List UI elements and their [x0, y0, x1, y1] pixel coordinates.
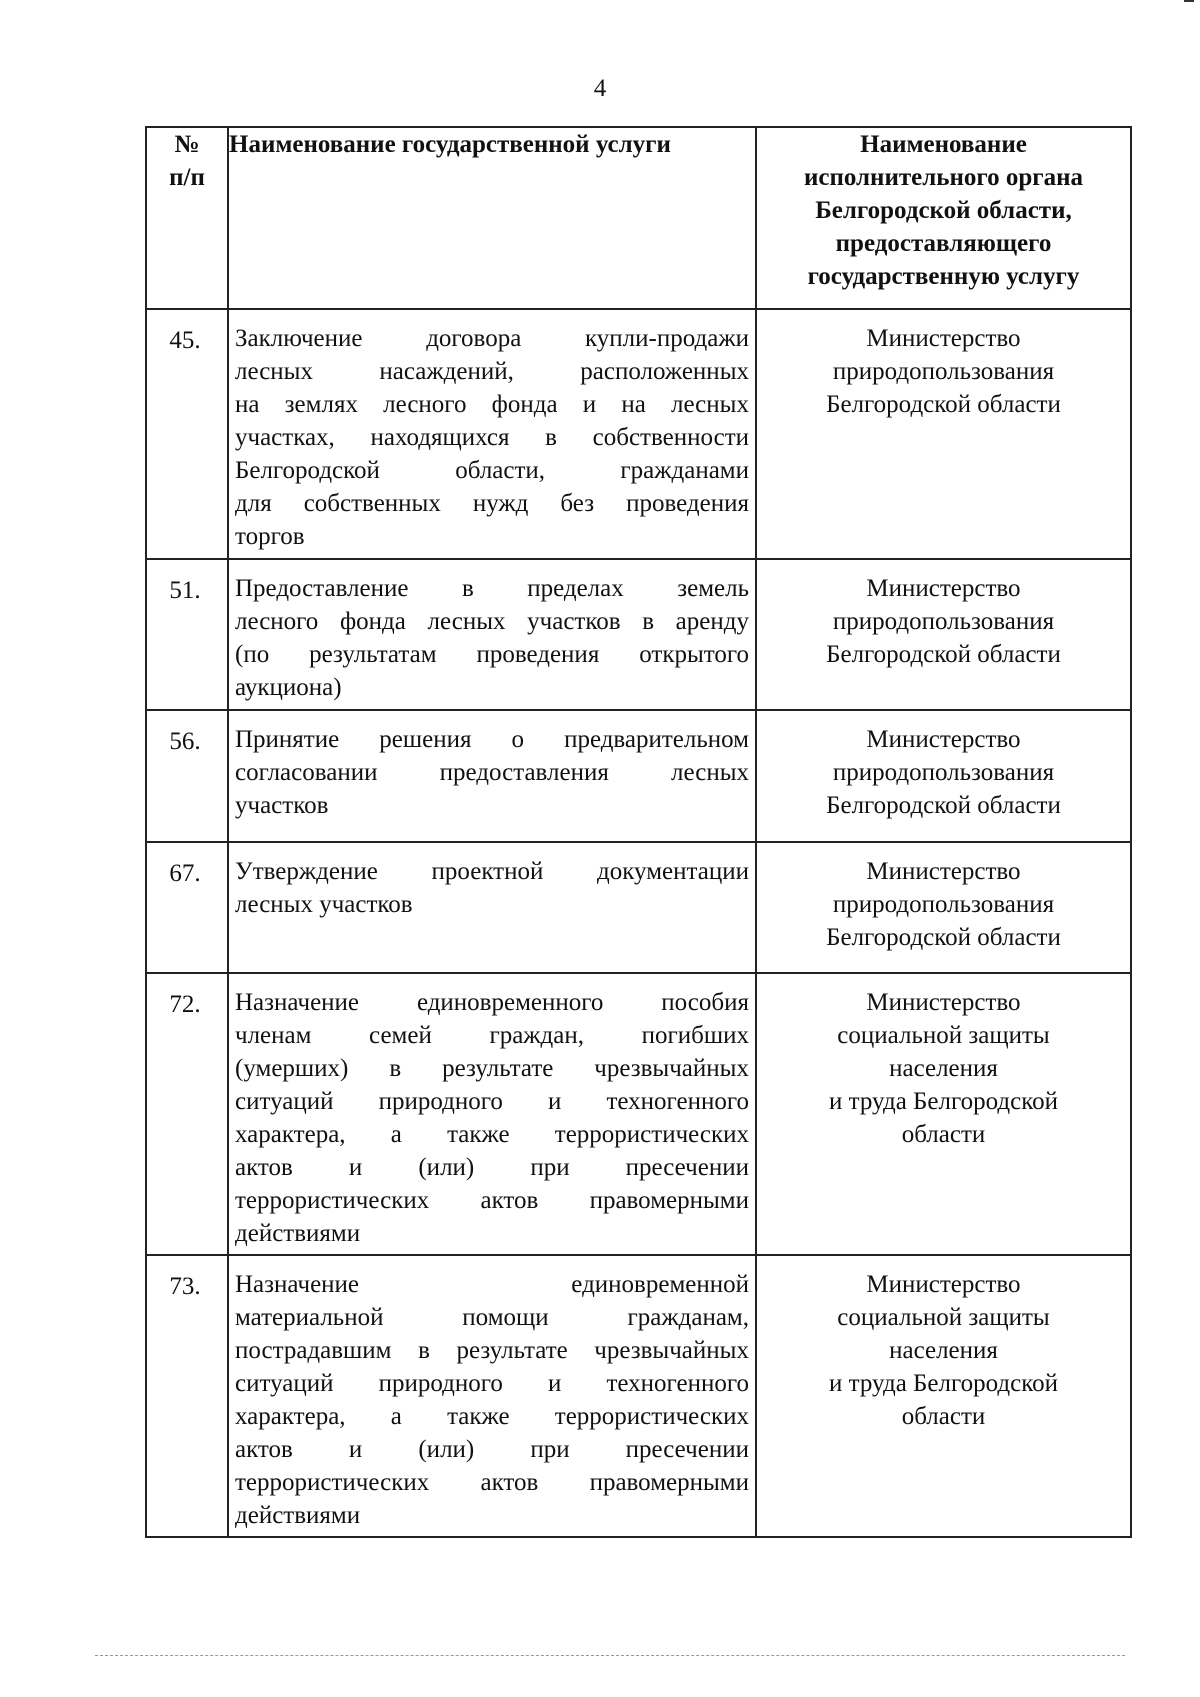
service-name-line [235, 1151, 749, 1184]
word: проведения [476, 641, 600, 668]
organization-line: Министерство [866, 726, 1021, 753]
organization-line: Министерство [866, 575, 1021, 602]
word: согласовании [235, 759, 378, 786]
organization-line: Белгородской области [826, 924, 1061, 951]
service-name-line [235, 1367, 749, 1400]
organization-line: Министерство [866, 325, 1021, 352]
organization-line: Белгородской области [826, 792, 1061, 819]
service-name-line [235, 1433, 749, 1466]
word: погибших [641, 1022, 749, 1049]
organization-name [756, 559, 1131, 710]
header-number-line: № [174, 131, 200, 158]
word: землях [284, 391, 358, 418]
word: Белгородской [235, 457, 380, 484]
word: открытого [639, 641, 749, 668]
word: актов [480, 1469, 539, 1496]
word: проведения [626, 490, 749, 517]
word: собственности [592, 424, 749, 451]
organization-name [756, 1255, 1131, 1537]
service-name-line [235, 986, 749, 1019]
row-number: 67. [146, 842, 228, 973]
word: проектной [431, 858, 544, 885]
word: фонда [491, 391, 558, 418]
organization-name [756, 842, 1131, 973]
word: актов [480, 1187, 539, 1214]
header-org-line: исполнительного органа [803, 164, 1084, 191]
word: документации [597, 858, 749, 885]
organization-name [756, 710, 1131, 842]
word: и [348, 1154, 363, 1181]
word: насаждений, [379, 358, 514, 385]
word: ситуаций [235, 1370, 334, 1397]
word: Заключение [235, 325, 363, 352]
organization-line: социальной защиты [837, 1304, 1050, 1331]
word: результате [442, 1055, 554, 1082]
service-name-line [235, 355, 749, 388]
table-row [146, 1255, 1131, 1537]
word: лесного [235, 608, 319, 635]
service-name-line [235, 487, 749, 520]
organization-line: области [901, 1403, 986, 1430]
word: пресечении [625, 1154, 749, 1181]
service-name-line [235, 1019, 749, 1052]
table-row [146, 559, 1131, 710]
service-name-line [235, 572, 749, 605]
service-name-line [235, 454, 749, 487]
organization-name [756, 309, 1131, 559]
service-name-line [235, 1268, 749, 1301]
word: техногенного [606, 1370, 749, 1397]
organization-line: природопользования [832, 759, 1055, 786]
organization-line: Министерство [866, 1271, 1021, 1298]
word: находящихся [370, 424, 510, 451]
services-table [145, 126, 1132, 1538]
service-name-line [235, 605, 749, 638]
service-name [228, 842, 756, 973]
word: на [235, 391, 260, 418]
word: террористических [235, 1469, 430, 1496]
row-number: 51. [146, 559, 228, 710]
word: лесных [670, 391, 749, 418]
word: правомерными [589, 1187, 749, 1214]
word: Предоставление [235, 575, 409, 602]
word: лесных [427, 608, 506, 635]
table-row [146, 842, 1131, 973]
word: (по [235, 641, 270, 668]
word: пресечении [625, 1436, 749, 1463]
word: на [621, 391, 646, 418]
word: также [447, 1403, 510, 1430]
word: семей [369, 1022, 432, 1049]
word: собственных [303, 490, 441, 517]
row-number: 56. [146, 710, 228, 842]
service-name-line [235, 855, 749, 888]
word: Принятие [235, 726, 340, 753]
word: характера, [235, 1121, 346, 1148]
service-name-line: участков [235, 792, 329, 819]
header-org-line: Белгородской области, [815, 197, 1072, 224]
service-name-line [235, 723, 749, 756]
organization-line: социальной защиты [837, 1022, 1050, 1049]
word: без [560, 490, 595, 517]
table-row [146, 710, 1131, 842]
word: характера, [235, 1403, 346, 1430]
service-name-line [235, 388, 749, 421]
service-name-line: аукциона) [235, 674, 342, 701]
word: в [461, 575, 474, 602]
header-number-line: п/п [169, 164, 205, 191]
word: договора [426, 325, 522, 352]
word: ситуаций [235, 1088, 334, 1115]
table-header-row [146, 127, 1131, 309]
word: решения [379, 726, 472, 753]
word: для [235, 490, 272, 517]
word: материальной [235, 1304, 384, 1331]
organization-line: Белгородской области [826, 391, 1061, 418]
word: предварительном [564, 726, 749, 753]
organization-line: и труда Белгородской [829, 1088, 1058, 1115]
service-name-line [235, 1400, 749, 1433]
word: чрезвычайных [594, 1055, 749, 1082]
organization-line: природопользования [832, 891, 1055, 918]
word: также [447, 1121, 510, 1148]
word: (или) [418, 1154, 475, 1181]
word: Назначение [235, 1271, 360, 1298]
word: правомерными [589, 1469, 749, 1496]
word: в [389, 1055, 402, 1082]
organization-line: населения [889, 1055, 998, 1082]
header-organization [756, 127, 1131, 309]
word: чрезвычайных [594, 1337, 749, 1364]
service-name [228, 973, 756, 1255]
word: области, [455, 457, 546, 484]
service-name-line [235, 638, 749, 671]
service-name [228, 1255, 756, 1537]
service-name [228, 710, 756, 842]
scan-corner-mark [1184, 0, 1194, 2]
word: членам [235, 1022, 312, 1049]
word: пределах [527, 575, 624, 602]
word: граждан, [489, 1022, 585, 1049]
word: (или) [418, 1436, 475, 1463]
word: Назначение [235, 989, 360, 1016]
page-number: 4 [593, 75, 607, 102]
word: о [511, 726, 525, 753]
word: в [418, 1337, 430, 1364]
word: (умерших) [235, 1055, 349, 1082]
row-number: 72. [146, 973, 228, 1255]
header-org-line: предоставляющего [835, 230, 1052, 257]
word: актов [235, 1436, 293, 1463]
word: террористических [554, 1121, 749, 1148]
word: актов [235, 1154, 293, 1181]
header-service-name: Наименование государственной услуги [228, 127, 756, 309]
service-name-line [235, 756, 749, 789]
organization-line: природопользования [832, 608, 1055, 635]
service-name-line [235, 1466, 749, 1499]
header-org-line: Наименование [860, 131, 1027, 158]
service-name-line [235, 322, 749, 355]
word: земель [677, 575, 749, 602]
word: и [582, 391, 597, 418]
word: Утверждение [235, 858, 378, 885]
organization-line: населения [889, 1337, 998, 1364]
word: при [530, 1436, 570, 1463]
word: купли-продажи [585, 325, 749, 352]
organization-line: Министерство [866, 989, 1021, 1016]
word: природного [378, 1088, 503, 1115]
service-name-line: действиями [235, 1220, 361, 1247]
organization-line: Белгородской области [826, 641, 1061, 668]
word: предоставления [439, 759, 609, 786]
word: участков [527, 608, 621, 635]
word: единовременной [571, 1271, 749, 1298]
word: участках, [235, 424, 335, 451]
service-name-line [235, 421, 749, 454]
word: террористических [554, 1403, 749, 1430]
row-number: 45. [146, 309, 228, 559]
organization-line: области [901, 1121, 986, 1148]
word: террористических [235, 1187, 430, 1214]
word: единовременного [416, 989, 604, 1016]
word: а [390, 1403, 402, 1430]
row-number: 73. [146, 1255, 228, 1537]
word: при [530, 1154, 570, 1181]
table-row [146, 309, 1131, 559]
scan-footer-line [95, 1655, 1125, 1656]
service-name-line [235, 1301, 749, 1334]
word: нужд [472, 490, 529, 517]
word: гражданам, [627, 1304, 749, 1331]
organization-line: и труда Белгородской [829, 1370, 1058, 1397]
service-name-line [235, 1052, 749, 1085]
word: результатам [309, 641, 437, 668]
organization-line: природопользования [832, 358, 1055, 385]
service-name [228, 559, 756, 710]
word: природного [378, 1370, 503, 1397]
word: гражданами [620, 457, 749, 484]
service-name-line: лесных участков [235, 891, 413, 918]
word: а [390, 1121, 402, 1148]
service-name-line [235, 1184, 749, 1217]
word: результате [456, 1337, 568, 1364]
organization-line: Министерство [866, 858, 1021, 885]
word: лесного [383, 391, 467, 418]
service-name [228, 309, 756, 559]
word: в [642, 608, 654, 635]
header-number [146, 127, 228, 309]
word: лесных [235, 358, 313, 385]
word: расположенных [580, 358, 749, 385]
word: лесных [671, 759, 749, 786]
service-name-line [235, 1085, 749, 1118]
word: помощи [462, 1304, 549, 1331]
header-org-line: государственную услугу [807, 263, 1080, 290]
word: и [348, 1436, 363, 1463]
word: аренду [675, 608, 749, 635]
word: фонда [339, 608, 406, 635]
word: в [545, 424, 557, 451]
word: и [547, 1370, 562, 1397]
organization-name [756, 973, 1131, 1255]
word: пособия [661, 989, 749, 1016]
service-name-line: действиями [235, 1502, 361, 1529]
service-name-line [235, 1118, 749, 1151]
service-name-line: торгов [235, 523, 305, 550]
service-name-line [235, 1334, 749, 1367]
table-row [146, 973, 1131, 1255]
word: техногенного [606, 1088, 749, 1115]
word: пострадавшим [235, 1337, 392, 1364]
word: и [547, 1088, 562, 1115]
